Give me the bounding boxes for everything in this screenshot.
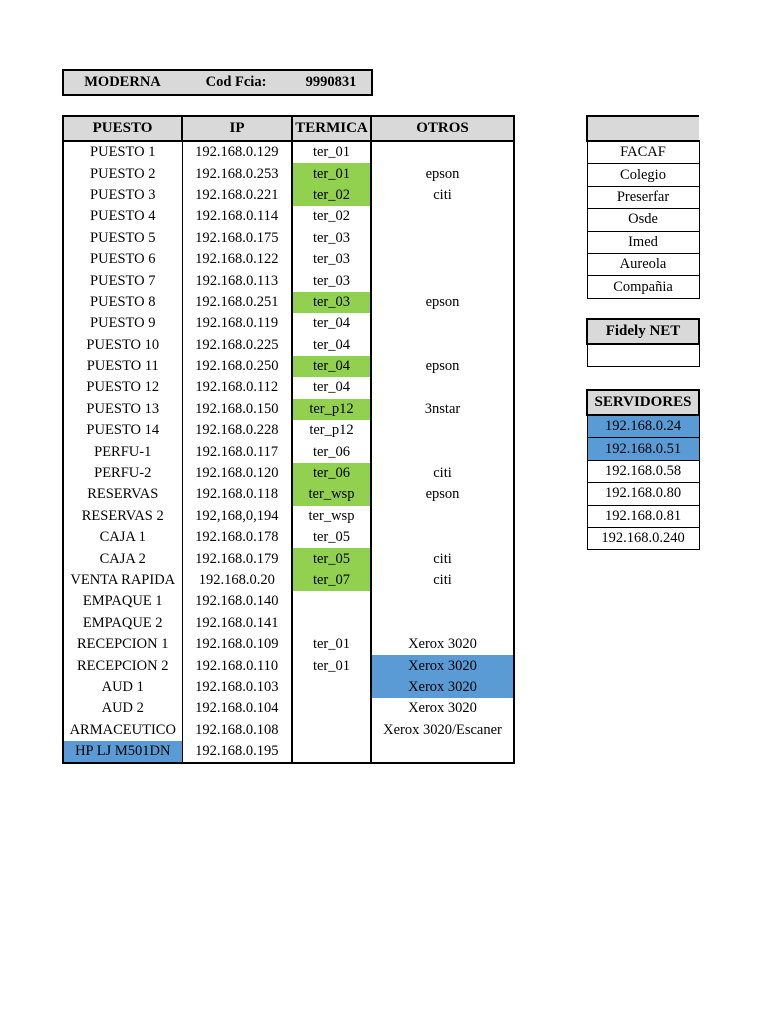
list-item xyxy=(587,438,699,460)
cell-otros[interactable]: 3nstar xyxy=(371,399,514,420)
cell-otros[interactable]: epson xyxy=(371,163,514,184)
cell-otros[interactable]: Xerox 3020 xyxy=(371,634,514,655)
table-row xyxy=(63,163,514,184)
table-row xyxy=(63,313,514,334)
cell-termica[interactable]: ter_02 xyxy=(292,206,371,227)
cell-termica[interactable] xyxy=(292,698,371,719)
cell-puesto[interactable]: EMPAQUE 1 xyxy=(63,591,182,612)
pharmacy-name[interactable]: MODERNA xyxy=(63,70,181,95)
cell-otros[interactable]: Xerox 3020 xyxy=(371,677,514,698)
cell-ip[interactable]: 192.168.0.118 xyxy=(182,484,292,505)
cell-otros[interactable] xyxy=(371,206,514,227)
cell-termica[interactable]: ter_01 xyxy=(292,655,371,676)
cell-otros[interactable] xyxy=(371,377,514,398)
cell-termica[interactable]: ter_p12 xyxy=(292,420,371,441)
cell-termica[interactable] xyxy=(292,591,371,612)
cell-otros[interactable]: Xerox 3020 xyxy=(371,698,514,719)
cell-ip[interactable]: 192.168.0.104 xyxy=(182,698,292,719)
table-row xyxy=(63,463,514,484)
list-item xyxy=(587,253,699,275)
cell-puesto[interactable]: PUESTO 13 xyxy=(63,399,182,420)
table-row xyxy=(63,356,514,377)
cell-otros[interactable]: epson xyxy=(371,356,514,377)
cell-ip[interactable]: 192.168.0.117 xyxy=(182,441,292,462)
table-row xyxy=(63,377,514,398)
cell-ip[interactable]: 192.168.0.253 xyxy=(182,163,292,184)
cell-ip[interactable]: 192.168.0.20 xyxy=(182,570,292,591)
cell-ip[interactable]: 192.168.0.221 xyxy=(182,185,292,206)
cell-puesto[interactable]: PUESTO 10 xyxy=(63,335,182,356)
header-row xyxy=(63,70,372,95)
cell-otros[interactable]: citi xyxy=(371,185,514,206)
cell-puesto[interactable]: PERFU-2 xyxy=(63,463,182,484)
list-item xyxy=(587,460,699,482)
obras-sociales-table xyxy=(586,115,700,299)
table-row xyxy=(63,698,514,719)
cell-ip[interactable]: 192.168.0.112 xyxy=(182,377,292,398)
cell-termica[interactable] xyxy=(292,677,371,698)
cell-termica[interactable]: ter_06 xyxy=(292,441,371,462)
table-row xyxy=(63,270,514,291)
cell-ip[interactable]: 192.168.0.250 xyxy=(182,356,292,377)
cell-termica[interactable]: ter_p12 xyxy=(292,399,371,420)
list-item xyxy=(587,231,699,253)
cell-termica[interactable]: ter_02 xyxy=(292,185,371,206)
table-row xyxy=(63,141,514,163)
table-row xyxy=(63,655,514,676)
cell-puesto[interactable]: AUD 1 xyxy=(63,677,182,698)
table-row xyxy=(63,506,514,527)
table-row xyxy=(63,741,514,763)
cell-ip[interactable]: 192.168.0.129 xyxy=(182,141,292,163)
cell-termica[interactable]: ter_wsp xyxy=(292,484,371,505)
cell-otros[interactable]: Xerox 3020/Escaner xyxy=(371,720,514,741)
table-row xyxy=(63,206,514,227)
fidely-header-row xyxy=(587,319,699,344)
obra-social-cell[interactable]: Preserfar xyxy=(587,186,699,208)
list-item xyxy=(587,186,699,208)
table-row xyxy=(63,677,514,698)
cell-termica[interactable]: ter_03 xyxy=(292,228,371,249)
cell-puesto[interactable]: PERFU-1 xyxy=(63,441,182,462)
cell-otros[interactable] xyxy=(371,141,514,163)
cell-ip[interactable]: 192.168.0.109 xyxy=(182,634,292,655)
server-ip-cell[interactable]: 192.168.0.81 xyxy=(587,505,699,527)
obras-sociales-header[interactable] xyxy=(587,116,699,141)
col-header-ip[interactable]: IP xyxy=(182,116,292,141)
cell-puesto[interactable]: VENTA RAPIDA xyxy=(63,570,182,591)
col-header-otros[interactable]: OTROS xyxy=(371,116,514,141)
cell-puesto[interactable]: PUESTO 2 xyxy=(63,163,182,184)
cell-puesto[interactable]: PUESTO 5 xyxy=(63,228,182,249)
cell-puesto[interactable]: RESERVAS xyxy=(63,484,182,505)
obras-sociales-body xyxy=(587,141,699,298)
fidely-row xyxy=(587,344,699,367)
cell-ip[interactable]: 192.168.0.110 xyxy=(182,655,292,676)
obras-sociales-header-row xyxy=(587,116,699,141)
cell-termica[interactable]: ter_03 xyxy=(292,249,371,270)
table-row xyxy=(63,185,514,206)
cell-termica[interactable]: ter_04 xyxy=(292,356,371,377)
cell-ip[interactable]: 192.168.0.108 xyxy=(182,720,292,741)
cell-ip[interactable]: 192.168.0.178 xyxy=(182,527,292,548)
fidely-header[interactable]: Fidely NET xyxy=(587,319,699,344)
cell-ip[interactable]: 192.168.0.175 xyxy=(182,228,292,249)
cod-value[interactable]: 9990831 xyxy=(291,70,372,95)
list-item xyxy=(587,276,699,298)
cell-termica[interactable]: ter_wsp xyxy=(292,506,371,527)
cell-puesto[interactable]: PUESTO 14 xyxy=(63,420,182,441)
cell-termica[interactable]: ter_06 xyxy=(292,463,371,484)
fidely-value[interactable] xyxy=(587,344,699,367)
cell-termica[interactable] xyxy=(292,741,371,763)
list-item xyxy=(587,209,699,231)
cell-puesto[interactable]: PUESTO 9 xyxy=(63,313,182,334)
cell-puesto[interactable]: PUESTO 7 xyxy=(63,270,182,291)
cod-label[interactable]: Cod Fcia: xyxy=(181,70,291,95)
table-row xyxy=(63,634,514,655)
table-row xyxy=(63,613,514,634)
cell-termica[interactable]: ter_04 xyxy=(292,313,371,334)
cell-ip[interactable]: 192.168.0.103 xyxy=(182,677,292,698)
obra-social-cell[interactable]: FACAF xyxy=(587,141,699,164)
cell-ip[interactable]: 192.168.0.120 xyxy=(182,463,292,484)
cell-otros[interactable]: citi xyxy=(371,548,514,569)
table-row xyxy=(63,420,514,441)
cell-puesto[interactable]: RECEPCION 2 xyxy=(63,655,182,676)
list-item xyxy=(587,505,699,527)
table-row xyxy=(63,292,514,313)
list-item xyxy=(587,483,699,505)
col-header-puesto[interactable]: PUESTO xyxy=(63,116,182,141)
devices-table xyxy=(62,115,515,764)
cell-otros[interactable]: citi xyxy=(371,570,514,591)
obra-social-cell[interactable]: Imed xyxy=(587,231,699,253)
cell-termica[interactable] xyxy=(292,613,371,634)
cell-otros[interactable] xyxy=(371,270,514,291)
cell-termica[interactable]: ter_01 xyxy=(292,163,371,184)
list-item xyxy=(587,164,699,186)
obra-social-cell[interactable]: Colegio xyxy=(587,164,699,186)
cell-ip[interactable]: 192,168,0,194 xyxy=(182,506,292,527)
cell-ip[interactable]: 192.168.0.195 xyxy=(182,741,292,763)
cell-termica[interactable]: ter_01 xyxy=(292,634,371,655)
cell-otros[interactable]: epson xyxy=(371,484,514,505)
cell-otros[interactable]: citi xyxy=(371,463,514,484)
obra-social-cell[interactable]: Aureola xyxy=(587,253,699,275)
cell-otros[interactable] xyxy=(371,228,514,249)
cell-termica[interactable]: ter_03 xyxy=(292,292,371,313)
cell-puesto[interactable]: PUESTO 6 xyxy=(63,249,182,270)
cell-otros[interactable] xyxy=(371,527,514,548)
cell-ip[interactable]: 192.168.0.225 xyxy=(182,335,292,356)
cell-otros[interactable] xyxy=(371,613,514,634)
table-row xyxy=(63,548,514,569)
cell-termica[interactable] xyxy=(292,720,371,741)
cell-termica[interactable]: ter_04 xyxy=(292,377,371,398)
server-ip-cell[interactable]: 192.168.0.240 xyxy=(587,527,699,549)
list-item xyxy=(587,415,699,438)
server-ip-cell[interactable]: 192.168.0.80 xyxy=(587,483,699,505)
list-item xyxy=(587,141,699,164)
header-table xyxy=(62,69,373,96)
cell-termica[interactable]: ter_05 xyxy=(292,548,371,569)
devices-body xyxy=(63,141,514,763)
cell-otros[interactable] xyxy=(371,741,514,763)
table-row xyxy=(63,249,514,270)
cell-otros[interactable] xyxy=(371,441,514,462)
cell-ip[interactable]: 192.168.0.141 xyxy=(182,613,292,634)
cell-puesto[interactable]: EMPAQUE 2 xyxy=(63,613,182,634)
cell-puesto[interactable]: RECEPCION 1 xyxy=(63,634,182,655)
obra-social-cell[interactable]: Compañia xyxy=(587,276,699,298)
cell-puesto[interactable]: RESERVAS 2 xyxy=(63,506,182,527)
cell-puesto[interactable]: PUESTO 3 xyxy=(63,185,182,206)
cell-puesto[interactable]: PUESTO 12 xyxy=(63,377,182,398)
cell-otros[interactable]: Xerox 3020 xyxy=(371,655,514,676)
cell-otros[interactable] xyxy=(371,249,514,270)
cell-termica[interactable]: ter_03 xyxy=(292,270,371,291)
cell-puesto[interactable]: PUESTO 1 xyxy=(63,141,182,163)
cell-puesto[interactable]: ARMACEUTICO xyxy=(63,720,182,741)
cell-puesto[interactable]: HP LJ M501DN xyxy=(63,741,182,763)
cell-termica[interactable]: ter_07 xyxy=(292,570,371,591)
cell-puesto[interactable]: AUD 2 xyxy=(63,698,182,719)
cell-termica[interactable]: ter_01 xyxy=(292,141,371,163)
cell-ip[interactable]: 192.168.0.113 xyxy=(182,270,292,291)
table-row xyxy=(63,570,514,591)
cell-puesto[interactable]: PUESTO 4 xyxy=(63,206,182,227)
cell-otros[interactable] xyxy=(371,591,514,612)
cell-puesto[interactable]: PUESTO 11 xyxy=(63,356,182,377)
table-row xyxy=(63,335,514,356)
table-row xyxy=(63,720,514,741)
col-header-termica[interactable]: TERMICA xyxy=(292,116,371,141)
table-row xyxy=(63,441,514,462)
cell-ip[interactable]: 192.168.0.179 xyxy=(182,548,292,569)
fidely-table xyxy=(586,318,700,367)
servidores-body xyxy=(587,415,699,550)
list-item xyxy=(587,527,699,549)
cell-termica[interactable]: ter_05 xyxy=(292,527,371,548)
cell-otros[interactable] xyxy=(371,313,514,334)
cell-otros[interactable] xyxy=(371,420,514,441)
devices-header-row xyxy=(63,116,514,141)
cell-ip[interactable]: 192.168.0.122 xyxy=(182,249,292,270)
server-ip-cell[interactable]: 192.168.0.58 xyxy=(587,460,699,482)
table-row xyxy=(63,527,514,548)
table-row xyxy=(63,228,514,249)
cell-otros[interactable] xyxy=(371,335,514,356)
table-row xyxy=(63,591,514,612)
cell-otros[interactable]: epson xyxy=(371,292,514,313)
server-ip-cell[interactable]: 192.168.0.24 xyxy=(587,415,699,438)
cell-ip[interactable]: 192.168.0.140 xyxy=(182,591,292,612)
cell-termica[interactable]: ter_04 xyxy=(292,335,371,356)
table-row xyxy=(63,399,514,420)
servidores-header-row xyxy=(587,390,699,415)
cell-ip[interactable]: 192.168.0.114 xyxy=(182,206,292,227)
cell-ip[interactable]: 192.168.0.251 xyxy=(182,292,292,313)
cell-ip[interactable]: 192.168.0.150 xyxy=(182,399,292,420)
cell-otros[interactable] xyxy=(371,506,514,527)
server-ip-cell[interactable]: 192.168.0.51 xyxy=(587,438,699,460)
cell-puesto[interactable]: CAJA 1 xyxy=(63,527,182,548)
servidores-table xyxy=(586,389,700,550)
cell-ip[interactable]: 192.168.0.119 xyxy=(182,313,292,334)
table-row xyxy=(63,484,514,505)
cell-ip[interactable]: 192.168.0.228 xyxy=(182,420,292,441)
servidores-header[interactable]: SERVIDORES xyxy=(587,390,699,415)
cell-puesto[interactable]: CAJA 2 xyxy=(63,548,182,569)
obra-social-cell[interactable]: Osde xyxy=(587,209,699,231)
cell-puesto[interactable]: PUESTO 8 xyxy=(63,292,182,313)
